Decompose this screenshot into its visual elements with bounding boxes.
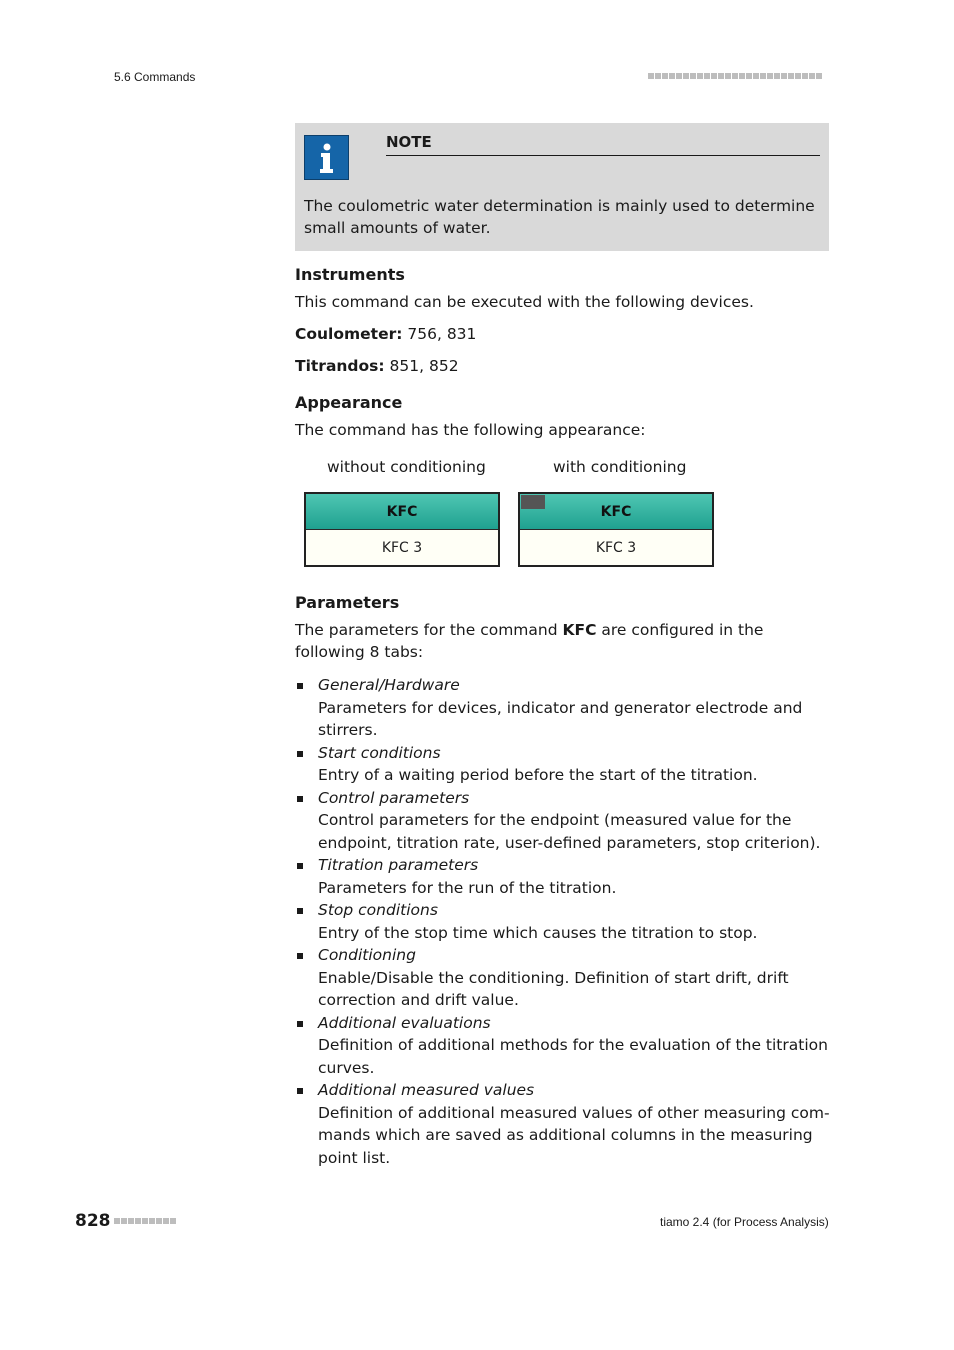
header-decoration bbox=[648, 73, 822, 79]
tab-description: Enable/Disable the conditioning. Definition of start drift, drift correction and drift value. bbox=[318, 968, 789, 1009]
tab-title: Additional evaluations bbox=[318, 1013, 491, 1032]
list-item bbox=[295, 742, 835, 787]
tab-title: Additional measured values bbox=[318, 1081, 535, 1099]
tab-title: Conditioning bbox=[318, 946, 416, 964]
bullet-icon bbox=[297, 863, 303, 869]
tab-description: Parameters for devices, indicator and generator electrode and stirrers. bbox=[318, 698, 803, 739]
coulometer-line bbox=[295, 323, 476, 345]
running-header-section: 5.6 Commands bbox=[114, 70, 196, 84]
bullet-icon bbox=[297, 796, 303, 802]
tab-title: Start conditions bbox=[318, 743, 441, 762]
coulometer-label: Coulometer: bbox=[295, 325, 403, 343]
appearance-intro: The command has the following appearance: bbox=[295, 421, 646, 439]
footer-product: tiamo 2.4 (for Process Analysis) bbox=[660, 1215, 829, 1229]
tab-title: Titration parameters bbox=[318, 856, 479, 874]
appearance-heading: Appearance bbox=[295, 393, 403, 412]
bullet-icon bbox=[297, 683, 303, 689]
command-title: KFC bbox=[600, 503, 632, 520]
tab-description: Entry of a waiting period before the start of the titration. bbox=[318, 766, 758, 784]
note-divider bbox=[386, 155, 820, 156]
page-number: 828 bbox=[75, 1211, 111, 1231]
list-item bbox=[295, 854, 835, 899]
note-text: The coulometric water determination is mainly used to determine small amounts of water. bbox=[304, 197, 815, 237]
note-box bbox=[295, 123, 829, 251]
command-block-without-conditioning bbox=[304, 492, 500, 567]
command-title: KFC bbox=[306, 494, 498, 530]
tab-description: Entry of the stop time which causes the titration to stop. bbox=[318, 923, 758, 942]
tab-description: Definition of additional methods for the evaluation of the titration curves. bbox=[318, 1036, 828, 1077]
parameters-intro bbox=[295, 619, 829, 663]
titrandos-value: 851, 852 bbox=[384, 357, 459, 375]
coulometer-value: 756, 831 bbox=[402, 325, 477, 343]
caption-without-conditioning: without conditioning bbox=[327, 458, 486, 476]
caption-with-conditioning: with conditioning bbox=[553, 458, 687, 476]
list-item bbox=[295, 674, 835, 742]
bullet-icon bbox=[297, 751, 303, 757]
bullet-icon bbox=[297, 908, 303, 914]
parameters-heading: Parameters bbox=[295, 593, 400, 612]
bullet-icon bbox=[297, 1088, 303, 1094]
titrandos-line bbox=[295, 355, 459, 377]
tab-description: Parameters for the run of the titration. bbox=[318, 878, 617, 897]
list-item bbox=[295, 1012, 835, 1080]
list-item bbox=[295, 1079, 835, 1169]
tabs-list bbox=[295, 674, 835, 1169]
instruments-intro: This command can be executed with the following devices. bbox=[295, 293, 754, 311]
command-name-bold: KFC bbox=[562, 621, 597, 639]
bullet-icon bbox=[297, 953, 303, 959]
command-name: KFC 3 bbox=[595, 540, 637, 556]
footer-decoration bbox=[114, 1218, 176, 1224]
tab-title: Control parameters bbox=[318, 788, 470, 807]
command-block-with-conditioning bbox=[518, 492, 714, 567]
note-title: NOTE bbox=[386, 133, 432, 151]
intro-text-start: The parameters for the command bbox=[295, 621, 563, 639]
info-icon bbox=[304, 135, 349, 180]
tab-title: General/Hardware bbox=[318, 676, 460, 694]
tab-description: Control parameters for the endpoint (measured value for the endpoint, titration rate, user-defined parameters, stop criterion). bbox=[318, 811, 821, 852]
conditioning-indicator-icon bbox=[521, 495, 545, 509]
titrandos-label: Titrandos: bbox=[295, 357, 385, 375]
list-item bbox=[295, 787, 835, 855]
bullet-icon bbox=[297, 1021, 303, 1027]
instruments-heading: Instruments bbox=[295, 265, 405, 284]
list-item bbox=[295, 944, 835, 1012]
tab-title: Stop conditions bbox=[318, 901, 438, 919]
command-title-bar bbox=[520, 494, 712, 530]
intro-text-end: are configured in the following 8 tabs: bbox=[295, 621, 764, 661]
list-item bbox=[295, 899, 835, 944]
tab-description: Definition of additional measured values of other measuring com-mands which are saved as additional columns in the measuring point list. bbox=[318, 1103, 830, 1167]
command-name: KFC 3 bbox=[381, 540, 423, 556]
